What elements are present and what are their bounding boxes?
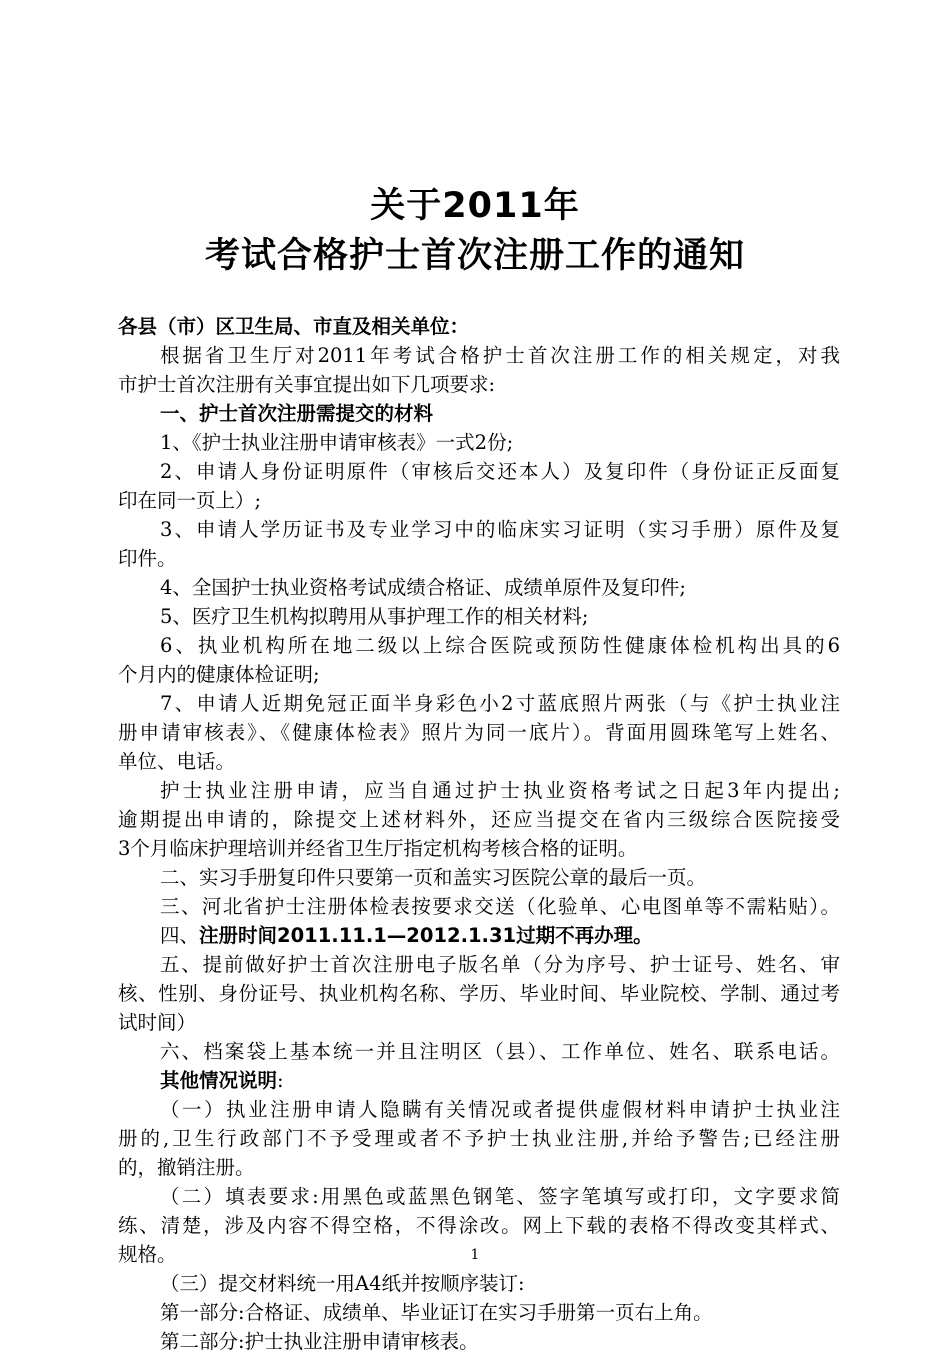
- other-3: （三）提交材料统一用A4纸并按顺序装订:: [160, 1272, 525, 1295]
- section4-prefix: 四、: [160, 924, 200, 947]
- other-heading: [118, 1066, 840, 1095]
- salutation: 各县（市）区卫生局、市直及相关单位：: [118, 315, 470, 338]
- title-line-1: 关于2011年: [370, 186, 580, 226]
- other-2-line-3: 规格。: [118, 1243, 177, 1266]
- note-line-3: 3个月临床护理培训并经省卫生厅指定机构考核合格的证明。: [118, 837, 638, 860]
- other-1-line-1: （一）执业注册申请人隐瞒有关情况或者提供虚假材料申请护士执业注: [160, 1098, 840, 1121]
- intro-line-1: 根据省卫生厅对2011年考试合格护士首次注册工作的相关规定，对我: [160, 344, 840, 367]
- item-2-line-1: 2、申请人身份证明原件（审核后交还本人）及复印件（身份证正反面复: [160, 460, 840, 483]
- item-6-line-2: 个月内的健康体检证明;: [118, 663, 320, 686]
- item-3-line-2: 印件。: [118, 547, 177, 570]
- other-2-line-2: 练、清楚，涉及内容不得空格，不得涂改。网上下载的表格不得改变其样式、: [118, 1214, 840, 1237]
- section-3: 三、河北省护士注册体检表按要求交送（化验单、心电图单等不需粘贴）。: [160, 895, 840, 918]
- intro-line-2: 市护士首次注册有关事宜提出如下几项要求:: [118, 373, 496, 396]
- other-heading-text: 其他情况说明: [160, 1069, 278, 1092]
- item-7-line-2: 册申请审核表》、《健康体检表》照片为同一底片）。背面用圆珠笔写上姓名、: [118, 721, 840, 744]
- part-1: 第一部分:合格证、成绩单、毕业证订在实习手册第一页右上角。: [160, 1301, 713, 1324]
- section-4: [118, 921, 840, 950]
- item-3-line-1: 3、申请人学历证书及专业学习中的临床实习证明（实习手册）原件及复: [160, 518, 840, 541]
- item-1: 1、《护士执业注册申请审核表》一式2份;: [160, 431, 514, 454]
- item-2-line-2: 印在同一页上）;: [118, 489, 262, 512]
- item-7-line-3: 单位、电话。: [118, 750, 236, 773]
- note-line-2: 逾期提出申请的，除提交上述材料外，还应当提交在省内三级综合医院接受: [118, 808, 840, 831]
- title-line-2: 考试合格护士首次注册工作的通知: [204, 236, 745, 276]
- note-line-1: 护士执业注册申请，应当自通过护士执业资格考试之日起3年内提出;: [160, 779, 840, 802]
- section-5-line-2: 核、性别、身份证号、执业机构名称、学历、毕业时间、毕业院校、学制、通过考: [118, 982, 840, 1005]
- section-5-line-3: 试时间）: [118, 1011, 197, 1034]
- part-2: 第二部分:护士执业注册申请审核表。: [160, 1330, 479, 1353]
- section4-registration-time: 注册时间2011.11.1—2012.1.31过期不再办理。: [199, 924, 653, 947]
- section-2: 二、实习手册复印件只要第一页和盖实习医院公章的最后一页。: [160, 866, 707, 889]
- section1-heading: 一、护士首次注册需提交的材料: [160, 402, 434, 425]
- item-5: 5、医疗卫生机构拟聘用从事护理工作的相关材料;: [160, 605, 589, 628]
- other-2-line-1: （二）填表要求:用黑色或蓝黑色钢笔、签字笔填写或打印，文字要求简: [160, 1185, 840, 1208]
- other-1-line-3: 的，撤销注册。: [118, 1156, 255, 1179]
- other-heading-colon: :: [277, 1069, 284, 1092]
- item-6-line-1: 6、执业机构所在地二级以上综合医院或预防性健康体检机构出具的6: [160, 634, 840, 657]
- page-number: 1: [470, 1247, 480, 1263]
- item-7-line-1: 7、申请人近期免冠正面半身彩色小2寸蓝底照片两张（与《护士执业注: [160, 692, 840, 715]
- section-6: 六、档案袋上基本统一并且注明区（县）、工作单位、姓名、联系电话。: [160, 1040, 840, 1063]
- other-1-line-2: 册的,卫生行政部门不予受理或者不予护士执业注册,并给予警告;已经注册: [118, 1127, 840, 1150]
- section-5-line-1: 五、提前做好护士首次注册电子版名单（分为序号、护士证号、姓名、审: [160, 953, 840, 976]
- item-4: 4、全国护士执业资格考试成绩合格证、成绩单原件及复印件;: [160, 576, 686, 599]
- document-body: [118, 312, 840, 1356]
